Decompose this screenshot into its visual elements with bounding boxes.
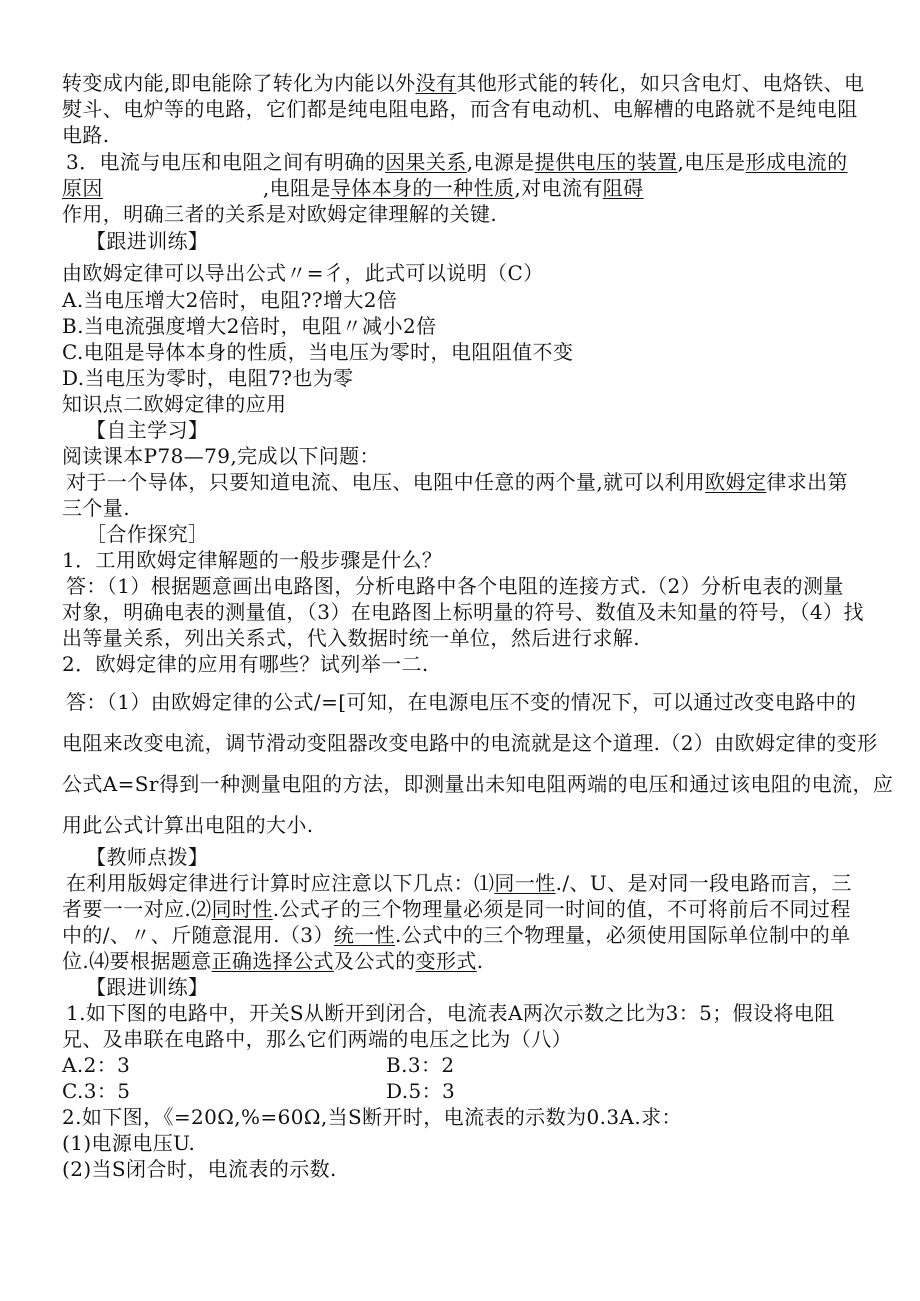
option-d: D.5：3 — [386, 1079, 456, 1103]
option-c: C.电阻是导体本身的性质，当电压为零时，电阻阻值不变 — [62, 340, 574, 364]
underlined-term: 同一性 — [494, 871, 556, 895]
text-span: .公式中的三个物理量，必须使用国际单位制中的单 — [395, 923, 851, 947]
text-line — [62, 922, 862, 948]
answer-line: 用此公式计算出电阻的大小. — [62, 813, 314, 837]
text-line — [66, 469, 866, 495]
option-b: B.3：2 — [386, 1053, 455, 1077]
question-stem: 1．工用欧姆定律解题的一般步骤是什么？ — [62, 548, 443, 572]
text-span: .公式孑的三个物理量必须是同一时间的值，不可将前后不同过程 — [272, 897, 851, 921]
question-stem: 2.如下图，《=20Ω,%=60Ω,当S断开时，电流表的示数为0.3A.求： — [62, 1105, 682, 1129]
question-stem: 由欧姆定律可以导出公式〃=彳，此式可以说明（C） — [62, 261, 544, 285]
text-line: 三个量. — [62, 496, 130, 520]
section-title: 知识点二欧姆定律的应用 — [62, 392, 287, 416]
question-stem: 1.如下图的电路中，开关S从断开到闭合，电流表A两次示数之比为3：5；假设将电阻 — [66, 1001, 835, 1025]
underlined-term: 同时性 — [211, 897, 273, 921]
text-span: 对于一个导体，只要知道电流、电压、电阻中任意的两个量,就可以利用 — [66, 470, 706, 494]
underlined-term: 形成电流的 — [745, 150, 848, 174]
underlined-term: 导体本身的一种性质 — [330, 176, 515, 200]
option-c: C.3：5 — [62, 1079, 131, 1103]
text-line: 熨斗、电炉等的电路，它们都是纯电阻电路，而含有电动机、电解槽的电路就不是纯电阻 — [62, 97, 858, 121]
underlined-term: 原因 — [62, 176, 103, 200]
answer-line: 对象，明确电表的测量值，（3）在电路图上标明量的符号、数值及未知量的符号，（4）找 — [62, 600, 864, 624]
text-span: 位.⑷要根据题意 — [62, 949, 212, 973]
text-line — [62, 175, 862, 201]
text-span: 律求出第 — [766, 470, 848, 494]
underlined-term: 欧姆定 — [705, 470, 767, 494]
underlined-term: 阻碍 — [602, 176, 644, 200]
text-span: ./、U、是对同一段电路而言，三 — [555, 871, 852, 895]
answer-line: 电阻来改变电流，调节滑动变阻器改变电路中的电流就是这个道理.（2）由欧姆定律的变形 — [62, 731, 878, 755]
section-heading: 【教师点拨】 — [86, 845, 209, 869]
text-line — [62, 948, 862, 974]
text-line: 电路. — [62, 123, 110, 147]
option-d: D.当电压为零时，电阻7?也为零 — [62, 366, 354, 390]
text-span: 者要一一对应.⑵ — [62, 897, 212, 921]
text-span: 在利用版姆定律进行计算时应注意以下几点：⑴ — [66, 871, 495, 895]
text-span: 其他形式能的转化，如只含电灯、电烙铁、电 — [456, 71, 865, 95]
section-heading: ［合作探究］ — [86, 522, 209, 546]
text-line — [62, 896, 862, 922]
text-span: 3．电流与电压和电阻之间有明确的 — [66, 150, 386, 174]
text-span: ,电源是 — [466, 150, 535, 174]
text-span: ,电压是 — [677, 150, 746, 174]
section-heading: 【自主学习】 — [86, 418, 209, 442]
text-span: ,对电流有 — [514, 176, 603, 200]
underlined-term: 统一性 — [333, 923, 396, 947]
underlined-term: 提供电压的装置 — [534, 150, 678, 174]
sub-question: (2)当S闭合时，电流表的示数. — [62, 1157, 337, 1181]
answer-line: 答：（1）由欧姆定律的公式/=[可知，在电源电压不变的情况下，可以通过改变电路中的 — [66, 690, 857, 714]
text-span: ,电阻是 — [262, 176, 331, 200]
answer-line: 答：（1）根据题意画出电路图，分析电路中各个电阻的连接方式.（2）分析电表的测量 — [66, 574, 844, 598]
option-b: B.当电流强度增大2倍时，电阻〃减小2倍 — [62, 314, 437, 338]
text-line — [66, 870, 866, 896]
underlined-term: 正确选择公式 — [211, 949, 334, 973]
section-heading: 【跟进训练】 — [86, 229, 209, 253]
answer-line: 出等量关系，列出关系式，代入数据时统一单位，然后进行求解. — [62, 626, 640, 650]
question-stem: 兄、及串联在电路中，那么它们两端的电压之比为（八） — [62, 1027, 572, 1051]
text-span: . — [476, 949, 484, 973]
question-stem: 2．欧姆定律的应用有哪些？试列举一二. — [62, 652, 429, 676]
underlined-term: 没有 — [415, 71, 457, 95]
section-heading: 【跟进训练】 — [86, 975, 209, 999]
option-a: A.2：3 — [62, 1053, 131, 1077]
text-span: 及公式的 — [333, 949, 416, 973]
text-span: 中的/、〃、斤随意混用.（3） — [62, 923, 334, 947]
underlined-term: 因果关系 — [385, 150, 467, 174]
text-line — [62, 70, 865, 96]
text-line — [66, 149, 866, 175]
sub-question: (1)电源电压U. — [62, 1131, 196, 1155]
text-line: 作用，明确三者的关系是对欧姆定律理解的关键. — [62, 202, 498, 226]
option-a: A.当电压增大2倍时，电阻??增大2倍 — [62, 288, 398, 312]
underlined-term: 变形式 — [415, 949, 477, 973]
text-line: 阅读课本P78—79,完成以下问题： — [62, 444, 380, 468]
text-span: 转变成内能,即电能除了转化为内能以外 — [62, 71, 416, 95]
answer-line: 公式A=Sr得到一种测量电阻的方法，即测量出未知电阻两端的电压和通过该电阻的电流，应 — [62, 772, 894, 796]
